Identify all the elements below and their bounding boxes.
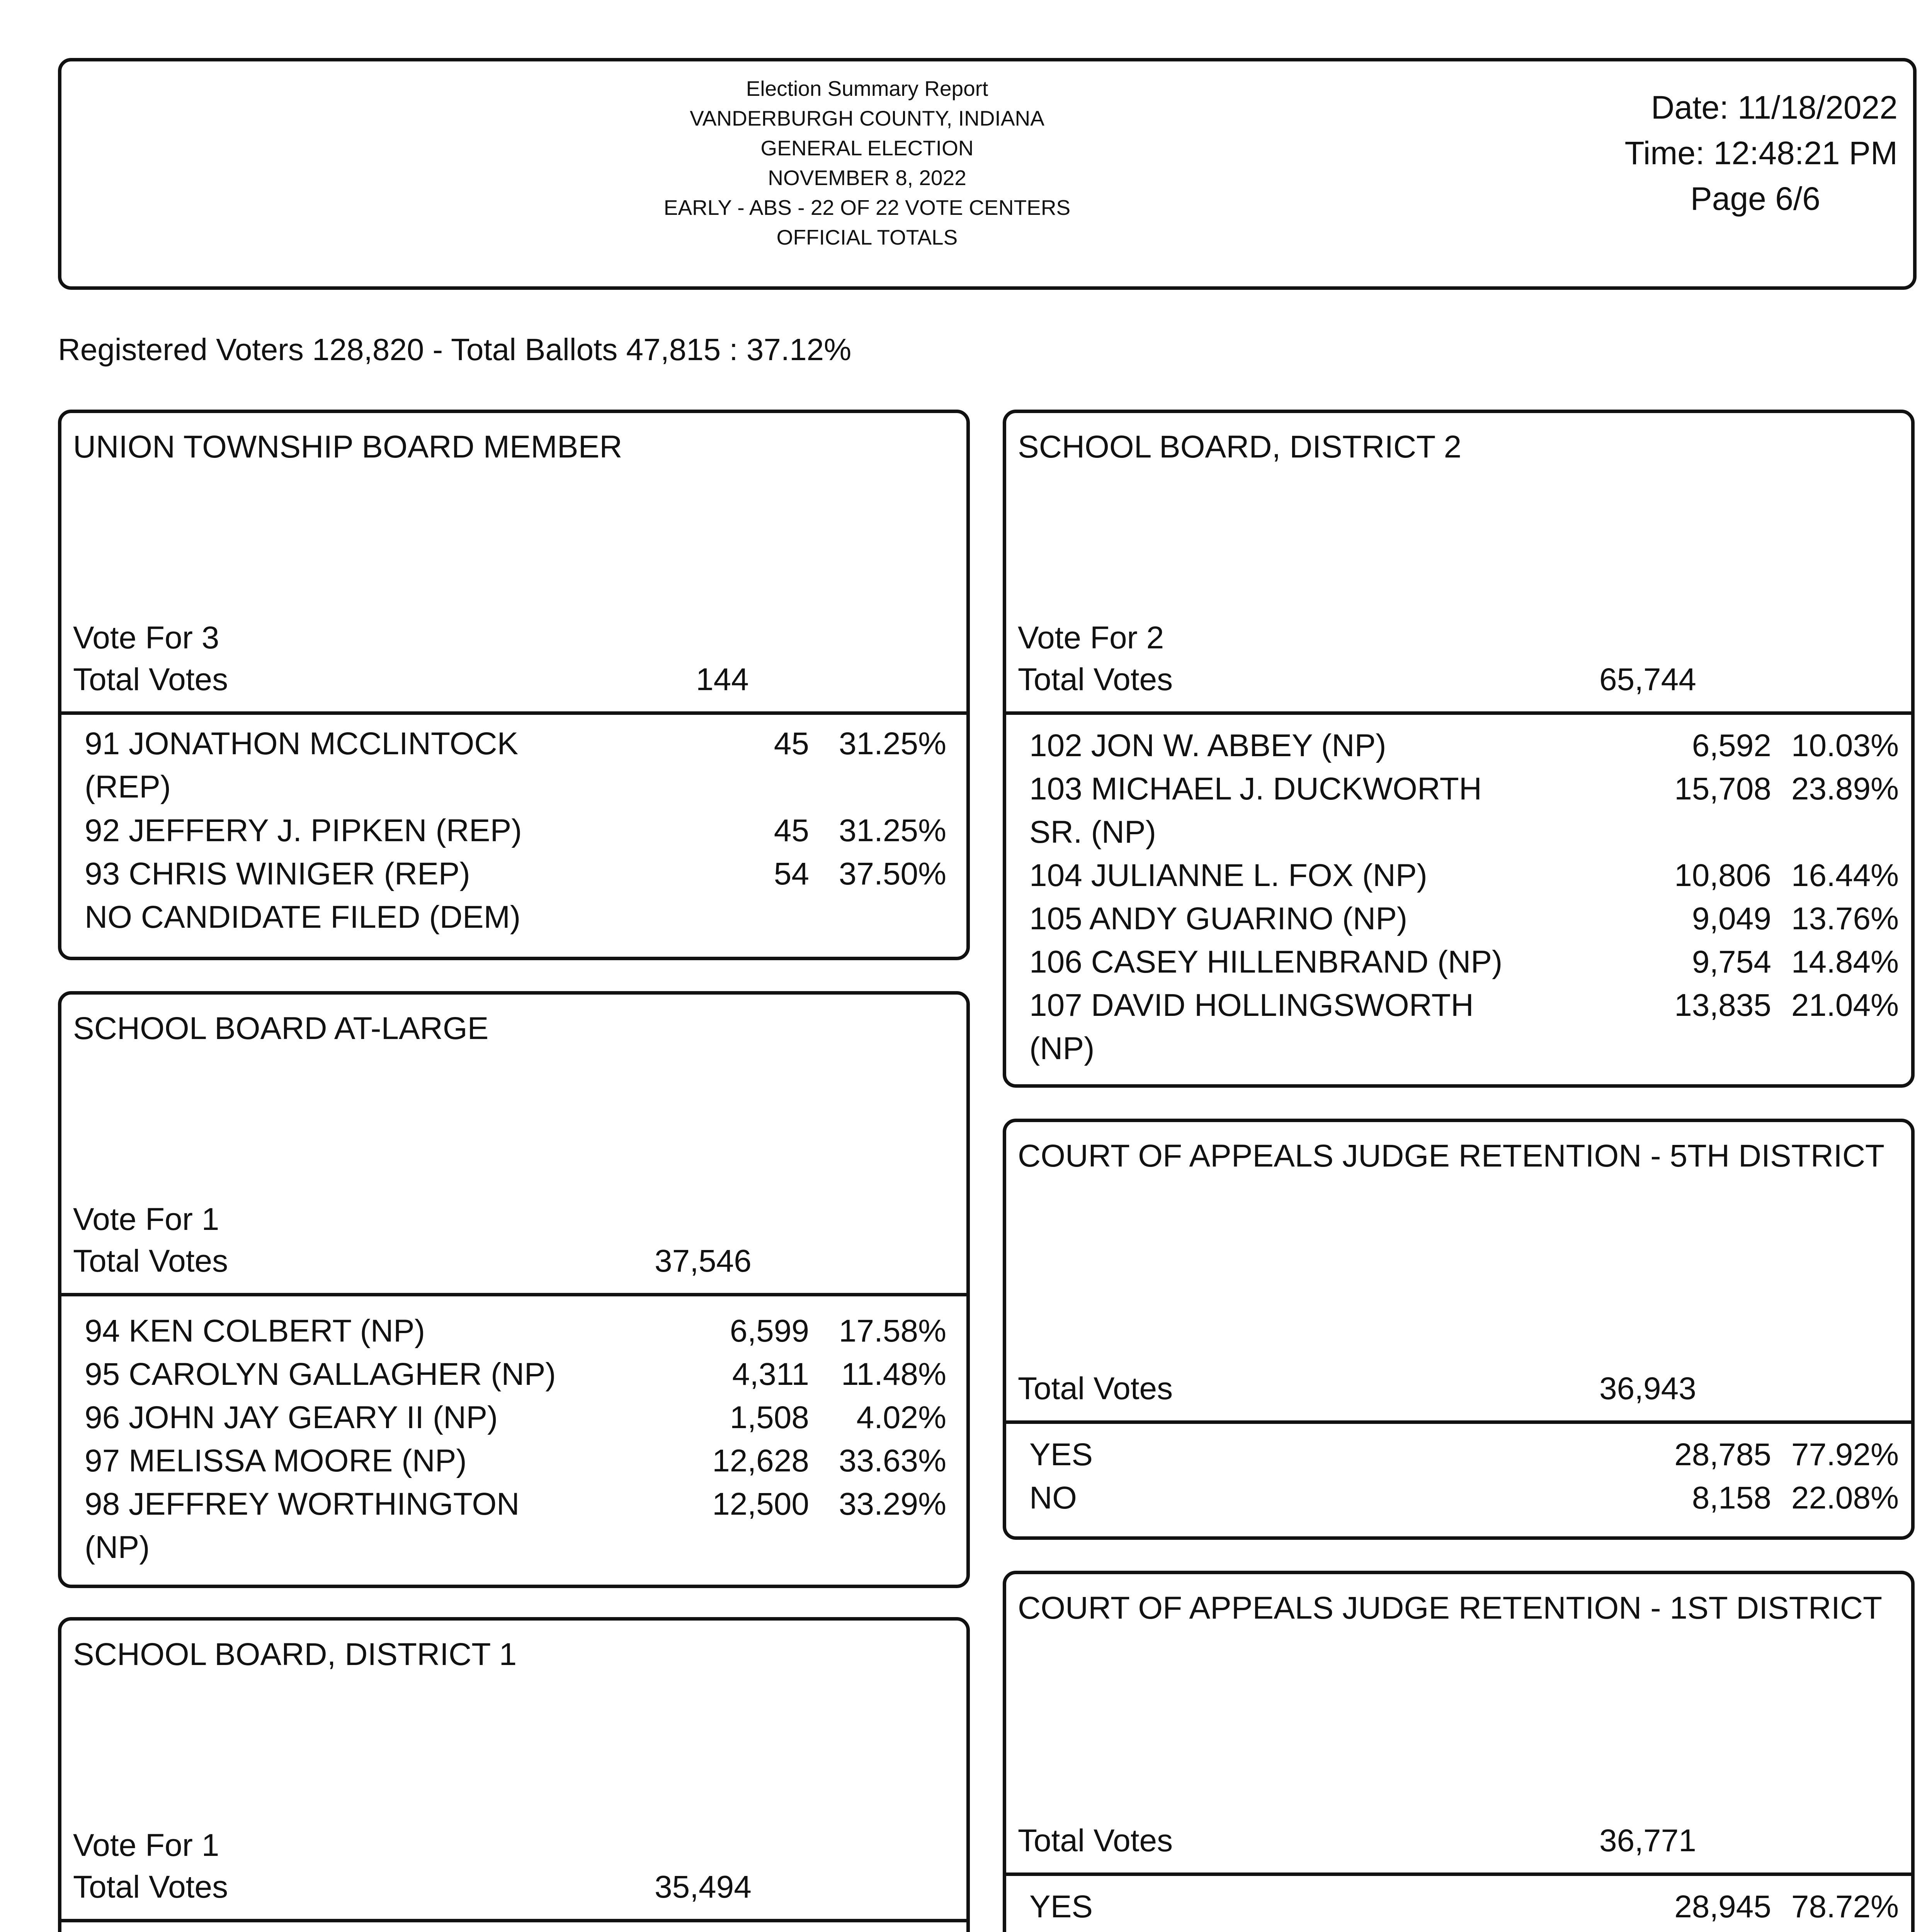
- candidate-name: 103 MICHAEL J. DUCKWORTH SR. (NP): [1029, 771, 1482, 850]
- total-votes-label: Total Votes: [1018, 1371, 1173, 1406]
- contest-title: COURT OF APPEALS JUDGE RETENTION - 5TH DISTRICT: [1018, 1138, 1885, 1173]
- vote-for-label: Vote For 3: [73, 620, 219, 655]
- candidate-votes: 9,049: [1692, 901, 1771, 936]
- contest-school-board-at-large: [58, 991, 970, 1588]
- vote-centers: EARLY - ABS - 22 OF 22 VOTE CENTERS: [663, 196, 1071, 219]
- candidate-name: 98 JEFFREY WORTHINGTON (NP): [85, 1486, 520, 1565]
- contest-title: COURT OF APPEALS JUDGE RETENTION - 1ST DISTRICT: [1018, 1590, 1883, 1626]
- candidate-percent: 33.29%: [838, 1486, 946, 1522]
- option-votes: 28,785: [1674, 1437, 1771, 1472]
- contest-school-board-district-1: [58, 1617, 970, 1932]
- total-votes-label: Total Votes: [73, 662, 228, 697]
- option-votes: 8,158: [1692, 1480, 1771, 1515]
- candidate-percent: 16.44%: [1791, 858, 1899, 893]
- contest-title: UNION TOWNSHIP BOARD MEMBER: [73, 429, 622, 464]
- candidate-votes: 54: [774, 856, 809, 891]
- candidate-votes: 10,806: [1674, 858, 1771, 893]
- candidate-percent: 4.02%: [856, 1400, 946, 1435]
- total-votes-value: 36,771: [1599, 1823, 1696, 1858]
- candidate-votes: 6,599: [730, 1313, 809, 1349]
- candidate-votes: 15,708: [1674, 771, 1771, 806]
- total-votes-label: Total Votes: [1018, 1823, 1173, 1858]
- candidate-name: 96 JOHN JAY GEARY II (NP): [85, 1400, 498, 1435]
- candidate-votes: 9,754: [1692, 944, 1771, 980]
- candidate-votes: 45: [774, 813, 809, 848]
- report-date: Date: 11/18/2022: [1651, 89, 1898, 126]
- candidate-name: 107 DAVID HOLLINGSWORTH (NP): [1029, 988, 1474, 1066]
- contest-title: SCHOOL BOARD AT-LARGE: [73, 1011, 489, 1046]
- total-votes-label: Total Votes: [73, 1869, 228, 1905]
- candidate-name: 106 CASEY HILLENBRAND (NP): [1029, 944, 1503, 980]
- candidate-percent: 23.89%: [1791, 771, 1899, 806]
- candidate-percent: 13.76%: [1791, 901, 1899, 936]
- report-meta: [1550, 85, 1898, 221]
- candidate-percent: 31.25%: [838, 726, 946, 761]
- page-number: Page 6/6: [1690, 180, 1820, 217]
- total-votes-value: 144: [696, 662, 749, 697]
- candidate-name: 92 JEFFERY J. PIPKEN (REP): [85, 813, 522, 848]
- candidate-votes: 4,311: [732, 1357, 809, 1392]
- contest-court-of-appeals-1st-district: [1003, 1571, 1915, 1932]
- contest-title: SCHOOL BOARD, DISTRICT 2: [1018, 429, 1462, 464]
- total-votes-label: Total Votes: [73, 1243, 228, 1279]
- vote-for-label: Vote For 1: [73, 1828, 219, 1863]
- candidate-percent: 17.58%: [838, 1313, 946, 1349]
- option-votes: [1547, 1929, 1771, 1932]
- vote-for-label: Vote For 2: [1018, 620, 1164, 655]
- total-votes-value: 35,494: [655, 1869, 752, 1905]
- divider: [61, 1293, 966, 1296]
- election-type: GENERAL ELECTION: [760, 136, 974, 160]
- candidate-name: 93 CHRIS WINIGER (REP): [85, 856, 470, 891]
- report-time: Time: 12:48:21 PM: [1624, 135, 1898, 171]
- vote-for-label: Vote For 1: [73, 1202, 219, 1237]
- option-label: NO: [1029, 1480, 1077, 1515]
- candidate-percent: 31.25%: [838, 813, 946, 848]
- candidate-name: 97 MELISSA MOORE (NP): [85, 1443, 467, 1478]
- candidate-percent: 33.63%: [838, 1443, 946, 1478]
- contest-court-of-appeals-5th-district: [1003, 1119, 1915, 1540]
- divider: [1006, 1872, 1911, 1876]
- candidate-percent: 11.48%: [841, 1357, 946, 1392]
- report-title-block: [467, 74, 1267, 252]
- contest-school-board-district-2: [1003, 410, 1915, 1088]
- candidate-name: 102 JON W. ABBEY (NP): [1029, 728, 1386, 763]
- divider: [1006, 1420, 1911, 1424]
- candidate-name: NO CANDIDATE FILED (DEM): [85, 900, 521, 935]
- divider: [61, 711, 966, 715]
- option-percent: 22.08%: [1791, 1480, 1899, 1515]
- total-votes-value: 65,744: [1599, 662, 1696, 697]
- candidate-percent: 10.03%: [1791, 728, 1899, 763]
- report-header: [58, 58, 1917, 290]
- divider: [61, 1919, 966, 1922]
- report-title: Election Summary Report: [746, 77, 988, 100]
- candidate-name: 104 JULIANNE L. FOX (NP): [1029, 858, 1427, 893]
- total-votes-value: 36,943: [1599, 1371, 1696, 1406]
- option-label: [1029, 1929, 1416, 1932]
- county-name: VANDERBURGH COUNTY, INDIANA: [690, 106, 1044, 130]
- candidate-name: 94 KEN COLBERT (NP): [85, 1313, 425, 1349]
- total-votes-value: 37,546: [655, 1243, 752, 1279]
- total-votes-label: Total Votes: [1018, 662, 1173, 697]
- divider: [1006, 711, 1911, 715]
- candidate-votes: 12,500: [712, 1486, 809, 1522]
- election-date: NOVEMBER 8, 2022: [768, 166, 966, 190]
- option-label: YES: [1029, 1437, 1093, 1472]
- turnout-summary: Registered Voters 128,820 - Total Ballots 47,815 : 37.12%: [58, 332, 852, 367]
- official-totals: OFFICIAL TOTALS: [776, 225, 958, 249]
- option-percent: 78.72%: [1791, 1889, 1899, 1924]
- candidate-percent: 37.50%: [838, 856, 946, 891]
- contest-union-township-board-member: [58, 410, 970, 960]
- candidate-percent: 14.84%: [1791, 944, 1899, 980]
- candidate-votes: 45: [774, 726, 809, 761]
- candidate-votes: 13,835: [1674, 988, 1771, 1023]
- option-votes: 28,945: [1674, 1889, 1771, 1924]
- option-percent: 77.92%: [1791, 1437, 1899, 1472]
- candidate-percent: 21.04%: [1791, 988, 1899, 1023]
- contest-title: SCHOOL BOARD, DISTRICT 1: [73, 1637, 517, 1672]
- candidate-name: 105 ANDY GUARINO (NP): [1029, 901, 1408, 936]
- candidate-name: 91 JONATHON MCCLINTOCK (REP): [85, 726, 519, 804]
- candidate-votes: 1,508: [730, 1400, 809, 1435]
- candidate-votes: 6,592: [1692, 728, 1771, 763]
- candidate-name: 95 CAROLYN GALLAGHER (NP): [85, 1357, 556, 1392]
- option-label: YES: [1029, 1889, 1093, 1924]
- candidate-votes: 12,628: [712, 1443, 809, 1478]
- option-percent: [1783, 1929, 1899, 1932]
